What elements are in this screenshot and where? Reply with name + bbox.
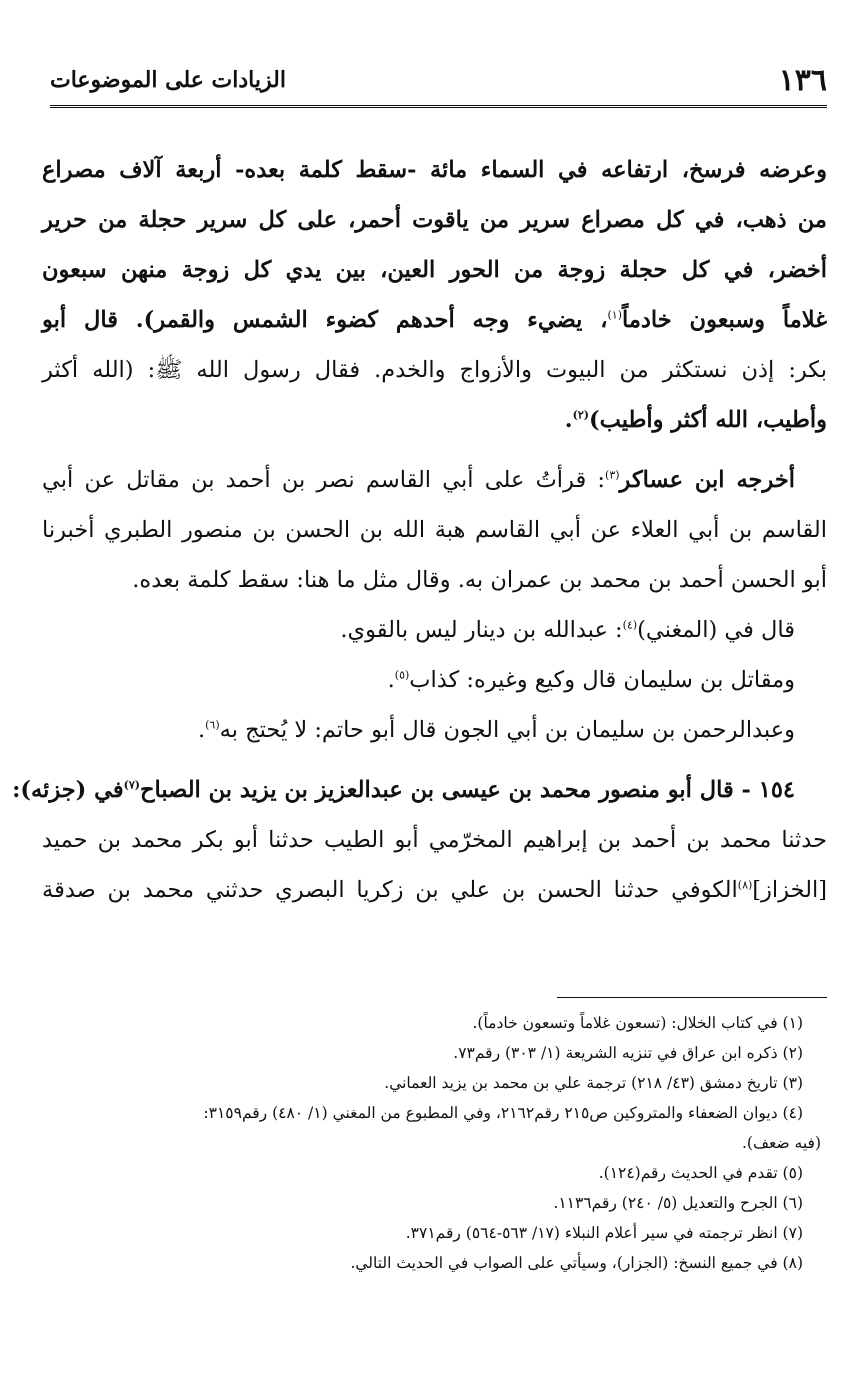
footnote-ref: (١) <box>607 308 622 322</box>
footnote: (٧) انظر ترجمته في سير أعلام النبلاء (١٧/ ٥٦٣-٥٦٤) رقم٣٧١. <box>405 1224 803 1242</box>
footnote: (٢) ذكره ابن عراق في تنزيه الشريعة (١/ ٣٠٣) رقم٧٣. <box>453 1044 803 1062</box>
main-text <box>12 145 828 915</box>
header-divider <box>50 105 827 108</box>
page-number: ١٣٦ <box>778 62 827 98</box>
footnote-ref: (٥) <box>394 668 410 682</box>
text-line: قال في (المغني)$^{(٤)}$: عبدالله بن دينار ليس بالقوي. <box>340 617 795 643</box>
text-line: أخرجه ابن عساكر$^{(٣)}$: قرأتُ على أبي القاسم نصر بن أحمد بن مقاتل عن أبي <box>42 467 795 493</box>
text-line: أخضر، في كل حجلة زوجة من الحور العين، بين يدي كل زوجة منهن سبعون <box>42 257 827 283</box>
footnote-ref: (٨) <box>737 878 753 892</box>
text-line: ومقاتل بن سليمان قال وكيع وغيره: كذاب$^{(٥)}$. <box>387 667 795 693</box>
footnote-continuation: (فيه ضعف). <box>741 1134 821 1152</box>
hadith-heading: ١٥٤ - قال أبو منصور محمد بن عيسى بن عبدالعزيز بن يزيد بن الصباح$^{(٧)}$في (جزئه): <box>12 777 795 803</box>
footnote: (٥) تقدم في الحديث رقم(١٢٤). <box>598 1164 803 1182</box>
footnote: (٤) ديوان الضعفاء والمتروكين ص٢١٥ رقم٢١٦٢، وفي المطبوع من المغني (١/ ٤٨٠) رقم٣١٥٩: <box>203 1104 803 1122</box>
running-title: الزيادات على الموضوعات <box>50 67 286 93</box>
footnotes <box>42 1008 821 1278</box>
footnote-ref: (٧) <box>123 778 141 792</box>
text-line: القاسم بن أبي العلاء عن أبي القاسم هبة الله بن الحسن بن منصور الطبري أخبرنا <box>42 517 827 543</box>
footnote-ref: (٤) <box>622 618 638 632</box>
text-line: أبو الحسن أحمد بن محمد بن عمران به. وقال مثل ما هنا: سقط كلمة بعده. <box>132 567 827 593</box>
footnote-ref: (٢) <box>572 408 589 422</box>
text-line: بكر: إذن نستكثر من البيوت والأزواج والخدم. فقال رسول الله ﷺ: (الله أكثر <box>42 357 827 383</box>
text-line: وعبدالرحمن بن سليمان بن أبي الجون قال أبو حاتم: لا يُحتج به$^{(٦)}$. <box>197 717 795 743</box>
footnote-ref: (٣) <box>605 468 620 482</box>
text-line: وأطيب، الله أكثر وأطيب)$^{(٢)}$. <box>564 407 827 433</box>
text-line: حدثنا محمد بن أحمد بن إبراهيم المخرّمي أبو الطيب حدثنا أبو بكر محمد بن حميد <box>42 827 827 853</box>
text-line: غلاماً وسبعون خادماً$^{(١)}$، يضيء وجه أحدهم كضوء الشمس والقمر). قال أبو <box>42 307 828 333</box>
footnote: (٦) الجرح والتعديل (٥/ ٢٤٠) رقم١١٣٦. <box>553 1194 803 1212</box>
footnote: (٨) في جميع النسخ: (الجزار)، وسيأتي على الصواب في الحديث التالي. <box>350 1254 803 1272</box>
text-line: من ذهب، في كل مصراع سرير من ياقوت أحمر، على كل سرير حجلة من حرير <box>42 207 827 233</box>
footnote: (٣) تاريخ دمشق (٤٣/ ٢١٨) ترجمة علي بن محمد بن يزيد العماني. <box>384 1074 803 1092</box>
footnote-ref: (٦) <box>205 718 220 732</box>
page-header <box>50 60 827 100</box>
text-line: [الخزاز]$^{(٨)}$الكوفي حدثنا الحسن بن علي بن زكريا البصري حدثني محمد بن صدقة <box>42 877 827 903</box>
footnote: (١) في كتاب الخلال: (تسعون غلاماً وتسعون خادماً). <box>472 1014 803 1032</box>
footnote-divider <box>557 997 827 998</box>
text-line: وعرضه فرسخ، ارتفاعه في السماء مائة -سقط كلمة بعده- أربعة آلاف مصراع <box>42 157 827 183</box>
